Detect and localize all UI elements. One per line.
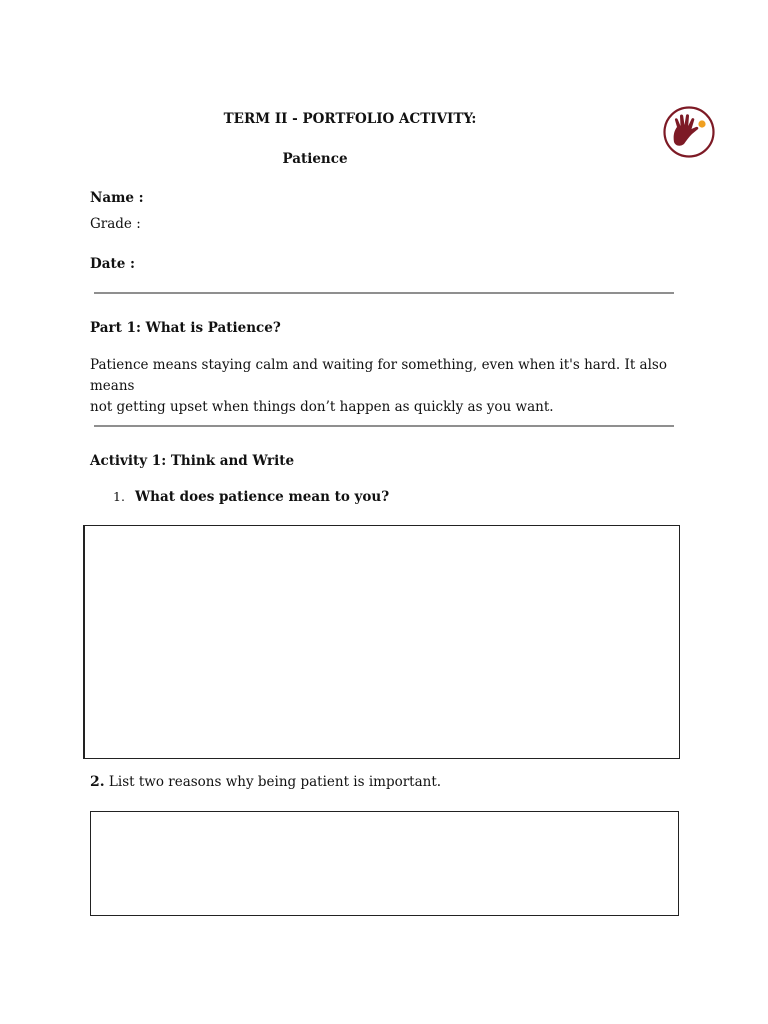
question-1-number: 1. [113,489,125,504]
worksheet-title: TERM II - PORTFOLIO ACTIVITY: [223,111,477,127]
divider-line-2 [94,425,674,427]
question-2-number: 2. [90,774,105,790]
grade-label: Grade : [90,216,141,232]
answer-box-1[interactable] [83,525,680,759]
answer-box-2[interactable] [90,811,679,916]
part1-heading: Part 1: What is Patience? [90,320,281,336]
date-label: Date : [90,256,135,272]
question-1 [113,489,389,505]
question-2 [90,774,441,790]
activity1-heading: Activity 1: Think and Write [90,453,295,469]
question-2-text: List two reasons why being patient is important. [108,774,442,790]
part1-paragraph-line-2: not getting upset when things don’t happen as quickly as you want. [90,399,554,415]
part1-paragraph-line-1: Patience means staying calm and waiting for something, even when it's hard. It also means [90,357,667,394]
divider-line-1 [94,292,674,294]
question-1-text: What does patience mean to you? [135,489,390,505]
worksheet-subtitle: Patience [282,151,348,167]
name-label: Name : [90,190,144,206]
hand-emblem-logo-icon [662,106,716,158]
part1-paragraph [90,355,680,418]
